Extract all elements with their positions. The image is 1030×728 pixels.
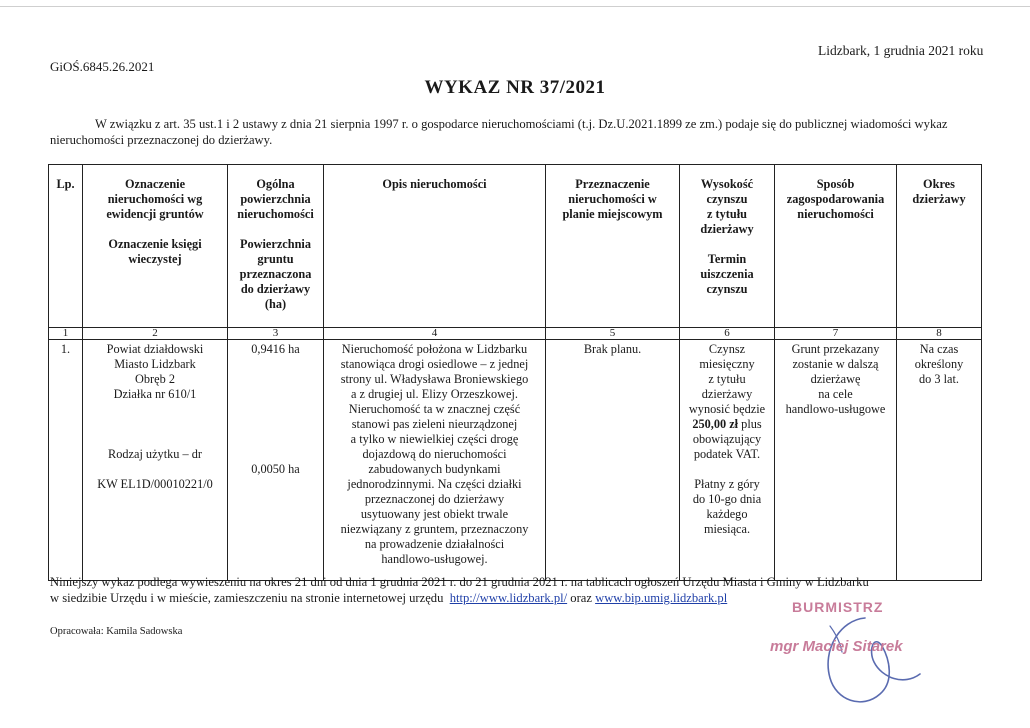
cell-lp: 1. xyxy=(49,340,83,581)
intro-paragraph: W związku z art. 35 ust.1 i 2 ustawy z dnia 21 sierpnia 1997 r. o gospodarce nieruchomościami (t.j. Dz.U.2021.1899 ze zm.) podaje się do publicznej wiadomości wykaz nieruchomości przeznaczonej do dzierżawy. xyxy=(50,117,948,147)
cell-period: Na czas określony do 3 lat. xyxy=(897,340,982,581)
cell-use: Grunt przekazany zostanie w dalszą dzierżawę na cele handlowo-usługowe xyxy=(775,340,897,581)
column-number: 5 xyxy=(546,328,680,340)
header-lp: Lp. xyxy=(49,165,83,328)
header-use: Sposób zagospodarowania nieruchomości xyxy=(775,165,897,328)
document-title: WYKAZ NR 37/2021 xyxy=(424,77,606,98)
column-number: 2 xyxy=(83,328,228,340)
page-top-border xyxy=(0,6,1030,7)
header-designation: Oznaczenie nieruchomości wg ewidencji gruntów Oznaczenie księgi wieczystej xyxy=(83,165,228,328)
column-number-row xyxy=(49,328,982,340)
column-number: 3 xyxy=(228,328,324,340)
cell-rent: Czynsz miesięczny z tytułu dzierżawy wynosić będzie 250,00 zł plus obowiązujący podatek VAT. Płatny z góry do 10-go dnia każdego miesiąca. xyxy=(680,340,775,581)
header-area: Ogólna powierzchnia nieruchomości Powierzchnia gruntu przeznaczona do dzierżawy (ha) xyxy=(228,165,324,328)
bip-link[interactable]: www.bip.umig.lidzbark.pl xyxy=(595,591,728,605)
posting-notice: Niniejszy wykaz podlega wywieszeniu na okres 21 dni od dnia 1 grudnia 2021 r. do 21 grudnia 2021 r. na tablicach ogłoszeń Urzędu Miasta i Gminy w Lidzbarku w siedzibie Urzędu i w mieście, zamieszczeniu na stronie internetowej urzędu http://www.lidzbark.pl/ oraz www.bip.umig.lidzbark.pl xyxy=(50,575,869,605)
cell-designation: Powiat działdowski Miasto Lidzbark Obręb 2 Działka nr 610/1 Rodzaj użytku – dr KW EL1D/00010221/0 xyxy=(83,340,228,581)
header-purpose: Przeznaczenie nieruchomości w planie miejscowym xyxy=(546,165,680,328)
table-header-row xyxy=(49,165,982,328)
leased-area-value: 0,0050 ha xyxy=(251,462,300,476)
website-link[interactable]: http://www.lidzbark.pl/ xyxy=(449,591,568,605)
column-number: 8 xyxy=(897,328,982,340)
table-row xyxy=(49,340,982,581)
property-table xyxy=(48,164,982,581)
column-number: 4 xyxy=(324,328,546,340)
header-description: Opis nieruchomości xyxy=(324,165,546,328)
column-number: 7 xyxy=(775,328,897,340)
column-number: 1 xyxy=(49,328,83,340)
cell-description: Nieruchomość położona w Lidzbarku stanowiąca drogi osiedlowe – z jednej strony ul. Władysława Broniewskiego a z drugiej ul. Elizy Orzeszkowej. Nieruchomość ta w znacznej część stanowi pas zieleni nieurządzonej a tylko w niewielkiej części drogę dojazdową do nieruchomości zabudowanych budynkami jednorodzinnymi. Na części działki przeznaczonej do dzierżawy usytuowany jest obiekt trwale niezwiązany z gruntem, przeznaczony na prowadzenie działalności handlowo-usługowej. xyxy=(324,340,546,581)
land-use: Rodzaj użytku – dr xyxy=(108,447,202,461)
stamp-name: mgr Maciej Sitarek xyxy=(770,638,903,655)
rent-amount: 250,00 zł xyxy=(692,417,739,431)
document-reference: GiOŚ.6845.26.2021 xyxy=(50,59,155,74)
header-period: Okres dzierżawy xyxy=(897,165,982,328)
total-area-value: 0,9416 ha xyxy=(251,342,300,356)
header-rent: Wysokość czynszu z tytułu dzierżawy Termin uiszczenia czynszu xyxy=(680,165,775,328)
land-register-number: KW EL1D/00010221/0 xyxy=(97,477,213,491)
cell-area xyxy=(228,340,324,581)
place-and-date: Lidzbark, 1 grudnia 2021 roku xyxy=(818,43,984,58)
cell-purpose: Brak planu. xyxy=(546,340,680,581)
stamp-title: BURMISTRZ xyxy=(792,599,884,615)
prepared-by: Opracowała: Kamila Sadowska xyxy=(50,626,183,637)
column-number: 6 xyxy=(680,328,775,340)
